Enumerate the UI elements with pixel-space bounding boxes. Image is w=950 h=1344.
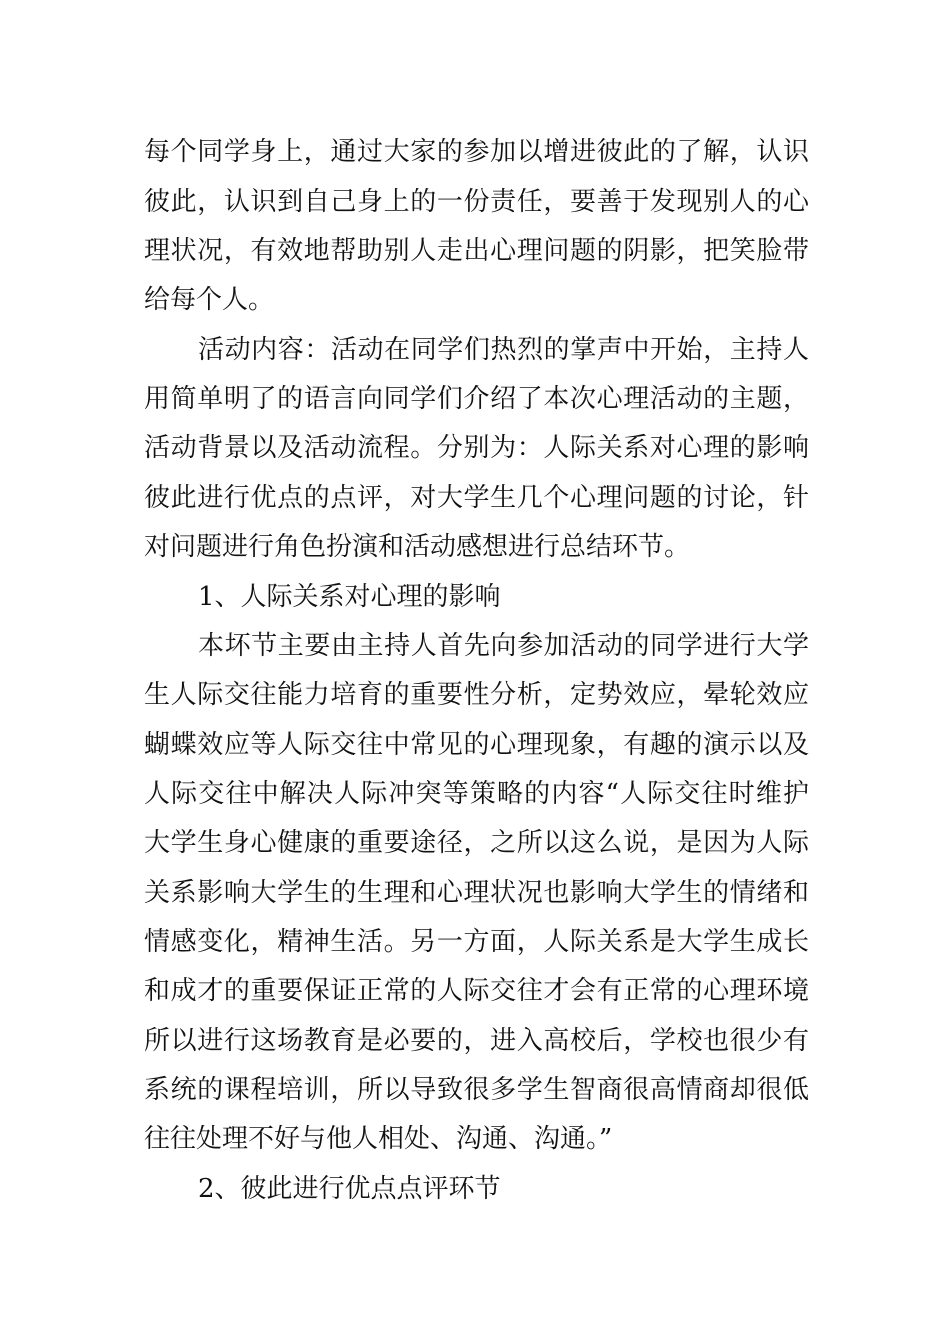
paragraph-line-19: 所以进行这场教育是必要的，进入高校后，学校也很少有 xyxy=(144,1026,809,1056)
paragraph-line-2: 彼此，认识到自己身上的一份责任，要善于发现别人的心 xyxy=(144,187,809,217)
paragraph-line-11: 本坏节主要由主持人首先向参加活动的同学进行大学 xyxy=(198,631,809,661)
section-heading-1: 1、人际关系对心理的影响 xyxy=(198,582,501,612)
paragraph-line-1: 每个同学身上，通过大家的参加以增进彼此的了解，认识 xyxy=(144,137,809,167)
paragraph-line-18: 和成才的重要保证正常的人际交往才会有正常的心理环境 xyxy=(144,976,809,1006)
paragraph-line-13: 蝴蝶效应等人际交往中常见的心理现象，有趣的演示以及 xyxy=(144,730,809,760)
paragraph-line-17: 情感变化，精神生活。另一方面，人际关系是大学生成长 xyxy=(144,927,809,957)
paragraph-line-5: 活动内容：活动在同学们热烈的掌声中开始，主持人 xyxy=(198,335,809,365)
paragraph-line-7: 活动背景以及活动流程。分别为：人际关系对心理的影响 xyxy=(144,433,809,463)
paragraph-line-14: 人际交往中解决人际冲突等策略的内容“人际交往时维护 xyxy=(144,779,809,809)
paragraph-line-9: 对问题进行角色扮演和活动感想进行总结环节。 xyxy=(144,532,691,562)
paragraph-line-4: 给每个人。 xyxy=(144,285,275,315)
paragraph-line-8: 彼此进行优点的点评，对大学生几个心理问题的讨论，针 xyxy=(144,483,809,513)
section-heading-2: 2、彼此进行优点点评环节 xyxy=(198,1174,501,1204)
paragraph-line-15: 大学生身心健康的重要途径，之所以这么说，是因为人际 xyxy=(144,828,809,858)
paragraph-line-16: 关系影响大学生的生理和心理状况也影响大学生的情绪和 xyxy=(144,878,809,908)
paragraph-line-21: 往往处理不好与他人相处、沟通、沟通。” xyxy=(144,1124,613,1154)
paragraph-line-20: 系统的课程培训，所以导致很多学生智商很高情商却很低 xyxy=(144,1075,809,1105)
paragraph-line-3: 理状况，有效地帮助别人走出心理问题的阴影，把笑脸带 xyxy=(144,236,809,266)
paragraph-line-6: 用简单明了的语言向同学们介绍了本次心理活动的主题， xyxy=(144,384,809,414)
paragraph-line-12: 生人际交往能力培育的重要性分析，定势效应，晕轮效应 xyxy=(144,680,809,710)
